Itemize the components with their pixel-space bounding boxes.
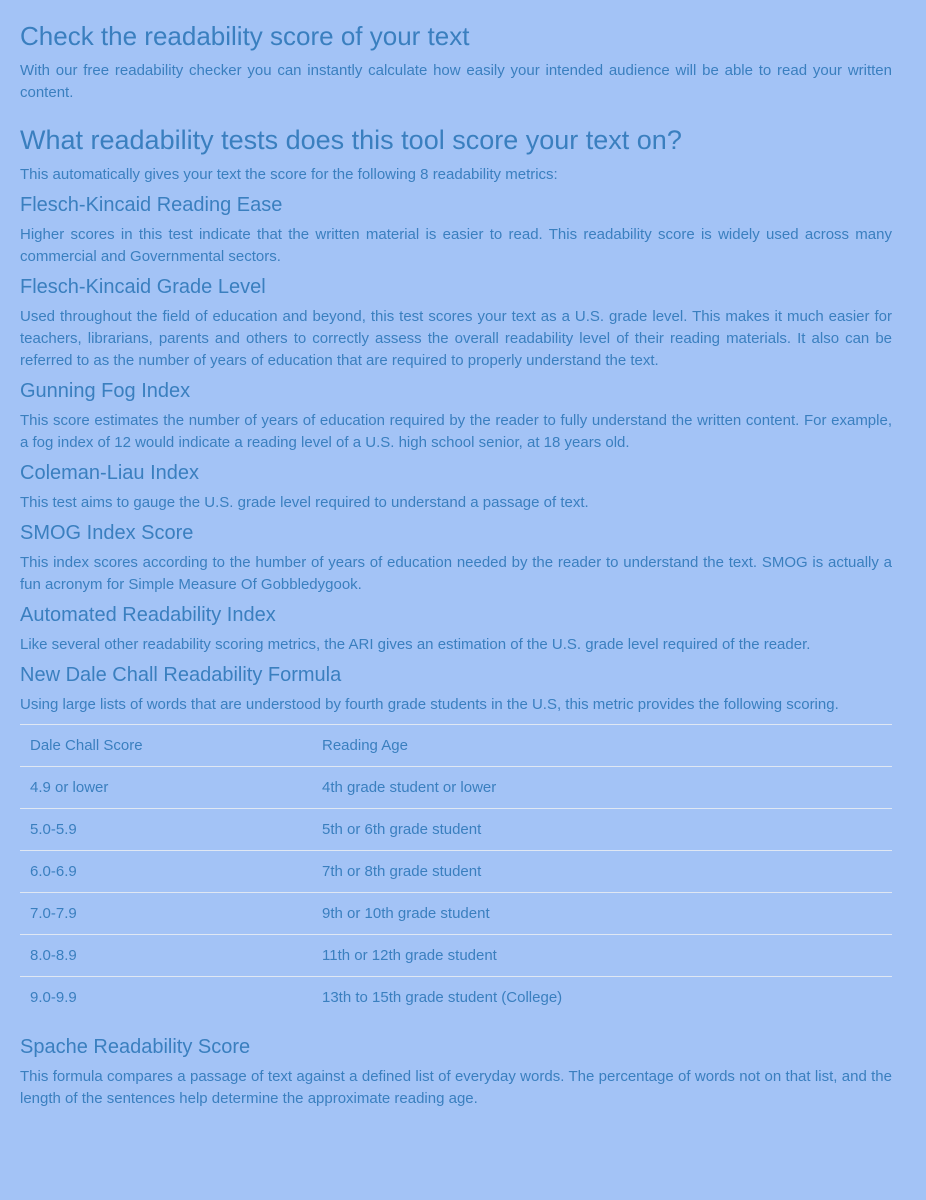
metric-description-gunning-fog: This score estimates the number of years of education required by the reader to fully understand the written content. For example, a fog index of 12 would indicate a reading level of a U.S. high school senior, at 18 years old. xyxy=(20,412,892,451)
metric-title-coleman-liau: Coleman-Liau Index xyxy=(20,462,199,484)
tests-section-intro: This automatically gives your text the score for the following 8 readability metrics: xyxy=(20,166,558,183)
tests-section-title: What readability tests does this tool score your text on? xyxy=(20,125,682,155)
table-row xyxy=(20,977,892,1019)
table-cell-reading-age: 9th or 10th grade student xyxy=(312,893,892,935)
table-cell-reading-age: 13th to 15th grade student (College) xyxy=(312,977,892,1019)
metric-title-gunning-fog: Gunning Fog Index xyxy=(20,380,191,402)
metric-title-dale-chall: New Dale Chall Readability Formula xyxy=(20,664,342,686)
table-cell-score: 6.0-6.9 xyxy=(20,851,312,893)
metric-description-flesch-reading-ease: Higher scores in this test indicate that the written material is easier to read. This readability score is widely used across many commercial and Governmental sectors. xyxy=(20,226,892,265)
table-cell-reading-age: 11th or 12th grade student xyxy=(312,935,892,977)
table-cell-score: 4.9 or lower xyxy=(20,767,312,809)
metric-description-coleman-liau: This test aims to gauge the U.S. grade level required to understand a passage of text. xyxy=(20,494,589,511)
metric-description-smog: This index scores according to the humber of years of education needed by the reader to understand the text. SMOG is actually a fun acronym for Simple Measure Of Gobbledygook. xyxy=(20,554,892,593)
table-cell-reading-age: 5th or 6th grade student xyxy=(312,809,892,851)
table-cell-reading-age: 7th or 8th grade student xyxy=(312,851,892,893)
table-row xyxy=(20,809,892,851)
table-row xyxy=(20,851,892,893)
table-cell-score: 5.0-5.9 xyxy=(20,809,312,851)
table-row xyxy=(20,893,892,935)
page-title: Check the readability score of your text xyxy=(20,21,470,51)
metric-title-flesch-grade-level: Flesch-Kincaid Grade Level xyxy=(20,276,266,298)
table-row xyxy=(20,935,892,977)
metric-description-flesch-grade-level: Used throughout the field of education and beyond, this test scores your text as a U.S. grade level. This makes it much easier for teachers, librarians, parents and others to correctly assess the overall readability level of their reading materials. It also can be referred to as the number of years of education that are required to properly understand the text. xyxy=(20,308,892,369)
table-cell-score: 9.0-9.9 xyxy=(20,977,312,1019)
metric-title-ari: Automated Readability Index xyxy=(20,604,276,626)
table-cell-reading-age: 4th grade student or lower xyxy=(312,767,892,809)
dale-chall-table xyxy=(20,724,892,1018)
metric-description-dale-chall: Using large lists of words that are understood by fourth grade students in the U.S, this metric provides the following scoring. xyxy=(20,696,839,713)
metric-title-smog: SMOG Index Score xyxy=(20,522,194,544)
table-header-reading-age: Reading Age xyxy=(312,725,892,767)
page-intro: With our free readability checker you can instantly calculate how easily your intended audience will be able to read your written content. xyxy=(20,62,892,101)
metric-description-ari: Like several other readability scoring metrics, the ARI gives an estimation of the U.S. grade level required of the reader. xyxy=(20,636,811,653)
metric-title-spache: Spache Readability Score xyxy=(20,1036,251,1058)
table-header-row xyxy=(20,725,892,767)
metric-description-spache: This formula compares a passage of text against a defined list of everyday words. The percentage of words not on that list, and the length of the sentences help determine the approximate reading age. xyxy=(20,1068,892,1107)
table-cell-score: 7.0-7.9 xyxy=(20,893,312,935)
table-header-score: Dale Chall Score xyxy=(20,725,312,767)
metric-title-flesch-reading-ease: Flesch-Kincaid Reading Ease xyxy=(20,194,283,216)
table-cell-score: 8.0-8.9 xyxy=(20,935,312,977)
table-row xyxy=(20,767,892,809)
